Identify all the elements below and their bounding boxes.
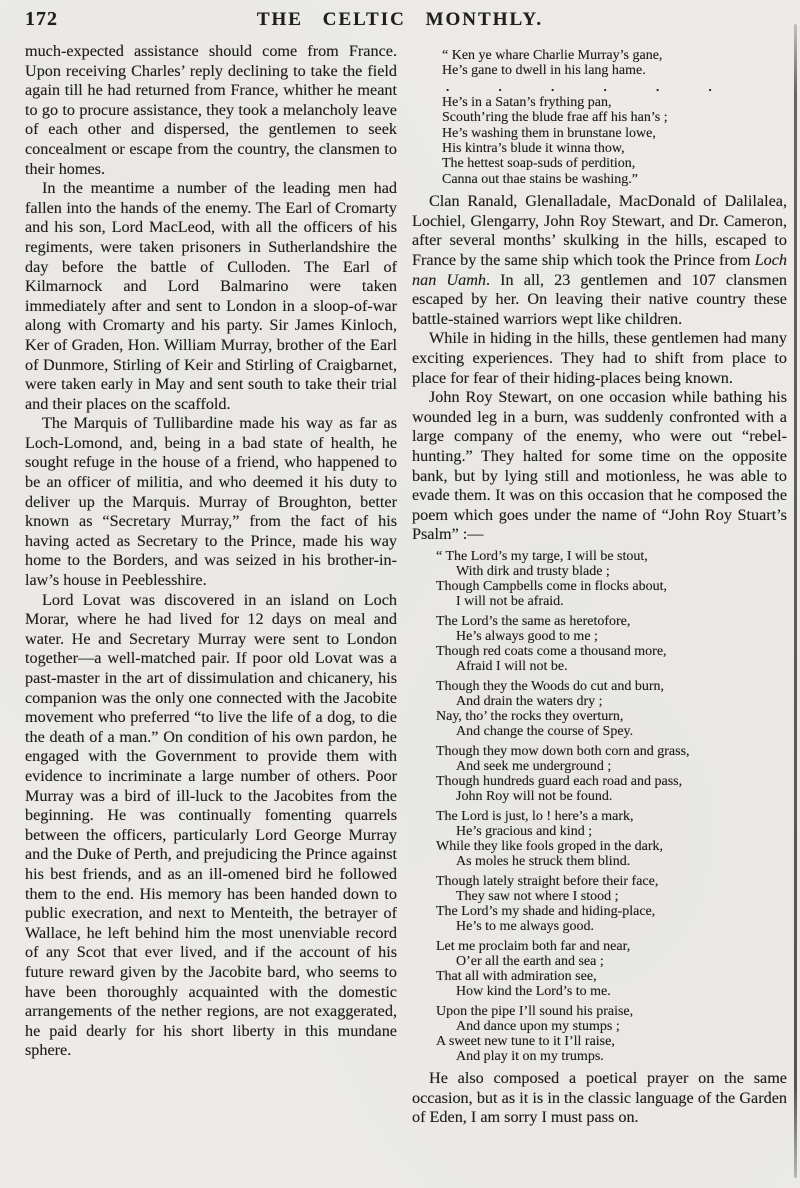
poem-line: And change the course of Spey. <box>456 723 634 739</box>
poem-line: Though they mow down both corn and grass, <box>436 743 690 759</box>
page-number: 172 <box>25 8 58 30</box>
two-column-layout <box>0 40 800 1128</box>
poem-line: While they like fools groped in the dark, <box>436 838 664 854</box>
dirge-poem <box>442 48 787 187</box>
poem-line: Canna out thae stains be washing.” <box>442 171 638 187</box>
right-column <box>412 42 787 1128</box>
left-column <box>25 42 397 1128</box>
poem-line: “ Ken ye whare Charlie Murray’s gane, <box>442 48 663 63</box>
poem-line: O’er all the earth and sea ; <box>456 953 604 969</box>
poem-line: Though red coats come a thousand more, <box>436 643 667 659</box>
poem-stanza <box>436 939 787 999</box>
poem-line: Though lately straight before their face, <box>436 873 659 889</box>
poem-line: The hettest soap-suds of perdition, <box>442 156 636 172</box>
poem-line: Upon the pipe I’ll sound his praise, <box>436 1003 634 1019</box>
poem-stanza <box>436 744 787 804</box>
scan-edge-shadow <box>794 24 797 1178</box>
page-header <box>0 0 800 40</box>
poem-ellipsis: . . . . . . <box>446 78 712 94</box>
paragraph: much-expected assistance should come from France. Upon receiving Charles’ reply declining to take the field again till he had returned from France, whither he meant to go to procure assistance, they took a melancholy leave of each other and dispersed, the gentlemen to seek concealment or escape from the country, the clansmen to their homes. <box>25 42 397 178</box>
poem-stanza <box>436 549 787 609</box>
poem-line: He’s in a Satan’s frything pan, <box>442 94 612 110</box>
poem-line: That all with admiration see, <box>436 968 597 984</box>
poem-line: And drain the waters dry ; <box>456 693 603 709</box>
italic-place-name: Loch nan Uamh <box>412 251 787 289</box>
poem-line: As moles he struck them blind. <box>456 853 631 869</box>
poem-line: And dance upon my stumps ; <box>456 1018 620 1034</box>
paragraph-text: Clan Ranald, Glenalladale, MacDonald of Dalilalea, Lochiel, Glengarry, John Roy Stewart, and Dr. Cameron, after several months’ skulking in the hills, escaped to France by the same ship which took the Prince from <box>412 192 787 270</box>
poem-line: They saw not where I stood ; <box>456 888 619 904</box>
poem-stanza <box>436 679 787 739</box>
paragraph: John Roy Stewart, on one occasion while bathing his wounded leg in a burn, was suddenly confronted with a large company of the enemy, who were out “rebel-hunting.” They halted for some time on the opposite bank, but by lying still and motionless, he was able to evade them. It was on this occasion that he composed the poem which goes under the name of “John Roy Stuart’s Psalm” :— <box>412 388 787 544</box>
poem-line: He’s washing them in brunstane lowe, <box>442 125 656 141</box>
poem-line: And seek me underground ; <box>456 758 612 774</box>
paragraph: Lord Lovat was discovered in an island on Loch Morar, where he had lived for 12 days on meal and water. He and Secretary Murray were sent to London together—a well-matched pair. If poor old Lovat was a past-master in the art of dissimulation and chicanery, his companion was the only one connected with the Jacobite movement who preferred “to live the life of a dog, to die the death of a man.” On condition of his own pardon, he engaged with the Government to provide them with evidence to incriminate a large number of others. Poor Murray was a bird of ill-luck to the Jacobites from the beginning. He was continually fomenting quarrels between the officers, particularly Lord George Murray and the Duke of Perth, and prejudicing the Prince against his best friends, and as an ill-omened bird he followed them to the end. His memory has been handed down to public execration, and next to Menteith, the betrayer of Wallace, he left behind him the most unenviable record of any Scot that ever lived, and if the account of his future reward given by the Jacobite bard, who seems to have been thoroughly acquainted with the domestic arrangements of the nether regions, are not exaggerated, he paid dearly for his short liberty in this mundane sphere. <box>25 590 397 1060</box>
poem-line: How kind the Lord’s to me. <box>456 983 611 999</box>
poem-line: He’s gracious and kind ; <box>456 823 593 839</box>
paragraph-text: . In all, 23 gentlemen and 107 clansmen escaped by her. On leaving their native country these battle-stained warriors wept like children. <box>412 270 787 328</box>
page-title: THE CELTIC MONTHLY. <box>256 9 544 30</box>
psalm-poem <box>436 549 787 1064</box>
paragraph: In the meantime a number of the leading men had fallen into the hands of the enemy. The Earl of Cromarty and his son, Lord MacLeod, with all the officers of his regiments, were taken prisoners in Sutherlandshire the day before the battle of Culloden. The Earl of Kilmarnock and Lord Balmarino were taken immediately after and sent to London in a sloop-of-war along with Cromarty and his party. Sir James Kinloch, Ker of Graden, Hon. William Murray, brother of the Earl of Dunmore, Stirling of Keir and Stirling of Craigbarnet, were taken early in May and sent south to take their trial and their places on the scaffold. <box>25 179 397 413</box>
poem-line: He’s always good to me ; <box>456 628 598 644</box>
poem-line: A sweet new tune to it I’ll raise, <box>436 1033 615 1049</box>
poem-line: Scouth’ring the blude frae aff his han’s ; <box>442 110 668 126</box>
poem-line: The Lord’s my shade and hiding-place, <box>436 903 656 919</box>
poem-line: Though hundreds guard each road and pass, <box>436 773 683 789</box>
poem-line: He’s to me always good. <box>456 918 595 934</box>
poem-line: Nay, tho’ the rocks they overturn, <box>436 708 624 724</box>
poem-line: The Lord is just, lo ! here’s a mark, <box>436 808 634 824</box>
poem-line: With dirk and trusty blade ; <box>456 563 610 579</box>
poem-stanza <box>436 1004 787 1064</box>
poem-line: John Roy will not be found. <box>456 788 613 804</box>
poem-line: “ The Lord’s my targe, I will be stout, <box>436 548 648 564</box>
poem-line: Though they the Woods do cut and burn, <box>436 678 665 694</box>
poem-line: His kintra’s blude it winna thow, <box>442 141 625 157</box>
poem-stanza <box>436 614 787 674</box>
poem-line: And play it on my trumps. <box>456 1048 604 1064</box>
poem-line: He’s gane to dwell in his lang hame. <box>442 63 646 79</box>
poem-stanza <box>436 809 787 869</box>
poem-line: Though Campbells come in flocks about, <box>436 578 667 594</box>
poem-line: Afraid I will not be. <box>456 658 568 674</box>
paragraph <box>412 192 787 329</box>
poem-line: Let me proclaim both far and near, <box>436 938 631 954</box>
paragraph: While in hiding in the hills, these gentlemen had many exciting experiences. They had to shift from place to place for fear of their hiding-places being known. <box>412 329 787 387</box>
poem-stanza <box>436 874 787 934</box>
poem-line: The Lord’s the same as heretofore, <box>436 613 631 629</box>
paragraph: The Marquis of Tullibardine made his way as far as Loch-Lomond, and, being in a bad state of health, he sought refuge in the house of a friend, who happened to be an officer of militia, and who deemed it his duty to deliver up the Marquis. Murray of Broughton, better known as “Secretary Murray,” from the fact of his having acted as Secretary to the Prince, made his way home to the Borders, and was seized in his brother-in-law’s house in Peeblesshire. <box>25 414 397 590</box>
paragraph: He also composed a poetical prayer on the same occasion, but as it is in the classic language of the Garden of Eden, I am sorry I must pass on. <box>412 1068 787 1127</box>
poem-line: I will not be afraid. <box>456 593 564 609</box>
